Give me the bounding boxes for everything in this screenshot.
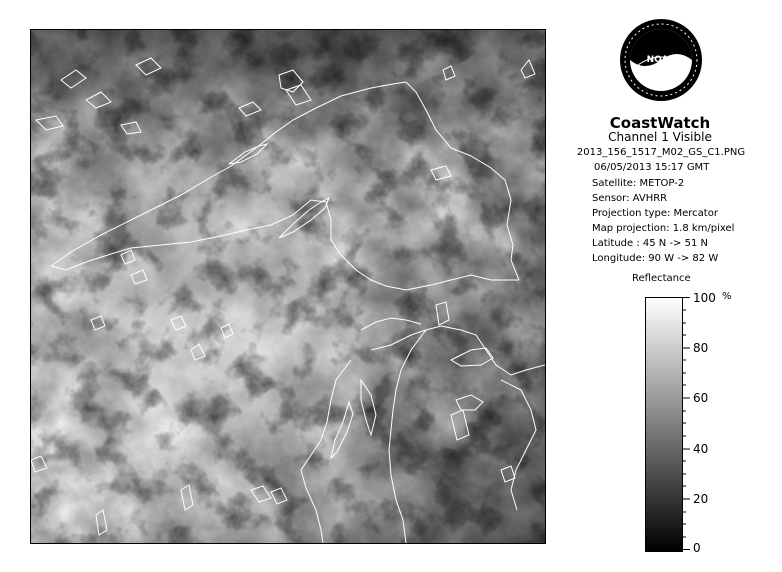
tick-label-20: 20	[693, 492, 709, 506]
logo-center-text: NOAA	[646, 55, 676, 65]
tick-label-40: 40	[693, 442, 709, 456]
image-filename: 2013_156_1517_M02_GS_C1.PNG	[576, 147, 746, 158]
map-projection-label: Map projection: 1.8 km/pixel	[592, 223, 735, 234]
tick-label-80: 80	[693, 341, 709, 355]
longitude-label: Longitude: 90 W -> 82 W	[592, 253, 719, 264]
southeast-clear-area	[31, 30, 545, 543]
sensor-label: Sensor: AVHRR	[592, 193, 668, 204]
scale-title: Reflectance	[632, 273, 691, 284]
projection-type-label: Projection type: Mercator	[592, 208, 718, 219]
brand-title: CoastWatch	[609, 114, 711, 132]
satellite-image[interactable]	[30, 29, 546, 544]
channel-label: Channel 1 Visible	[608, 130, 712, 144]
satellite-label: Satellite: METOP-2	[592, 178, 685, 189]
colorbar-ticks	[682, 297, 690, 550]
latitude-label: Latitude : 45 N -> 51 N	[592, 238, 708, 249]
datetime-label: 06/05/2013 15:17 GMT	[594, 162, 710, 173]
noaa-logo-icon	[619, 18, 703, 102]
noaa-logo	[619, 18, 703, 102]
tick-label-100: 100	[693, 291, 716, 305]
tick-label-60: 60	[693, 391, 709, 405]
reflectance-colorbar	[645, 297, 683, 552]
satellite-svg	[31, 30, 545, 543]
tick-label-0: 0	[693, 541, 701, 555]
scale-unit: %	[722, 291, 732, 302]
